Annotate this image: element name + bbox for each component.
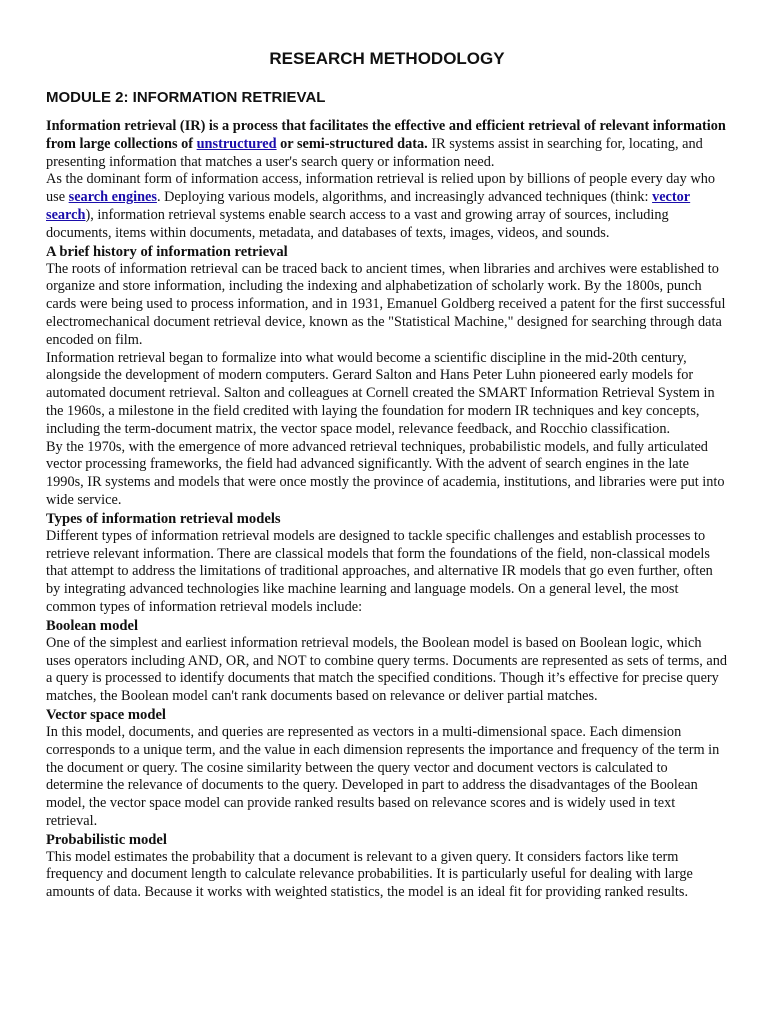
probabilistic-heading: Probabilistic model	[46, 831, 167, 848]
boolean-heading: Boolean model	[46, 617, 139, 634]
access-text-b: . Deploying various models, algorithms, and increasingly advanced techniques (think:	[156, 189, 653, 206]
history-paragraph-1: The roots of information retrieval can be traced back to ancient times, when libraries and archives were established to organize and store information, including the indexing and alphabetization of scholarly work. By the 1800s, punch cards were being used to process information, and in 1931, Emanuel Goldberg received a patent for the first successful electromechanical document retrieval device, known as the "Statistical Machine," designed for searching through data encoded on film.	[46, 260, 726, 348]
document-title: RESEARCH METHODOLOGY	[269, 49, 505, 68]
history-paragraph-3: By the 1970s, with the emergence of more advanced retrieval techniques, probabilistic models, and fully articulated vector processing frameworks, the field had advanced significantly. With the advent of search engines in the late 1990s, IR systems and models that were once mostly the province of academia, institutions, and libraries were put into wide service.	[46, 438, 725, 508]
document-page	[46, 46, 728, 902]
vector-search-link[interactable]: vector search	[46, 189, 691, 223]
module-title: MODULE 2: INFORMATION RETRIEVAL	[46, 89, 326, 106]
unstructured-link[interactable]: unstructured	[196, 135, 277, 152]
types-heading: Types of information retrieval models	[46, 510, 281, 527]
boolean-paragraph: One of the simplest and earliest information retrieval models, the Boolean model is based on Boolean logic, which uses operators including AND, OR, and NOT to combine query terms. Documents are represented as sets of terms, and a query is processed to identify documents that match the specified conditions. Though it’s effective for precise query matches, the Boolean model can't rank documents based on relevance or deliver partial matches.	[46, 634, 728, 705]
access-paragraph	[46, 171, 728, 242]
access-text-a: As the dominant form of information access, information retrieval is relied upon by billions of people every day who use	[46, 171, 716, 206]
history-heading: A brief history of information retrieval	[46, 243, 288, 260]
intro-bold-text: Information retrieval (IR) is a process that facilitates the effective and efficient retrieval of relevant information from large collections of	[46, 118, 726, 152]
document-body	[46, 118, 728, 902]
intro-bold-text-end: or semi-structured data.	[276, 135, 428, 152]
vector-paragraph: In this model, documents, and queries are represented as vectors in a multi-dimensional space. Each dimension corresponds to a unique term, and the value in each dimension represents the importance and frequency of the term in the document or query. The cosine similarity between the query vector and document vectors is calculated to determine the relevance of documents to the query. Developed in part to address the disadvantages of the Boolean model, the vector space model can provide ranked results based on relevance scores and is widely used in text retrieval.	[46, 723, 720, 829]
types-paragraph: Different types of information retrieval models are designed to tackle specific challenges and establish processes to retrieve relevant information. There are classical models that form the foundations of the field, non-classical models that attempt to address the limitations of traditional approaches, and alternative IR models that go even further, often by integrating advanced technologies like machine learning and language models. On a general level, the most common types of information retrieval models include:	[46, 527, 713, 615]
search-engines-link[interactable]: search engines	[68, 189, 157, 206]
vector-heading: Vector space model	[46, 706, 166, 723]
intro-paragraph	[46, 118, 728, 171]
intro-text: IR systems assist in searching for, locating, and presenting information that matches a user's search query or information need.	[46, 135, 703, 170]
probabilistic-paragraph: This model estimates the probability that a document is relevant to a given query. It considers factors like term frequency and document length to calculate relevance probabilities. It is particularly useful for dealing with large amounts of data. Because it works with weighted statistics, the model is an ideal fit for providing ranked results.	[46, 848, 693, 901]
history-paragraph-2: Information retrieval began to formalize into what would become a scientific discipline in the mid-20th century, alongside the development of modern computers. Gerard Salton and Hans Peter Luhn pioneered early models for automated document retrieval. Salton and colleagues at Cornell created the SMART Information Retrieval System in the 1960s, a milestone in the field credited with laying the foundation for modern IR techniques and key concepts, including the term-document matrix, the vector space model, relevance feedback, and Rocchio classification.	[46, 349, 715, 437]
access-text-c: ), information retrieval systems enable search access to a vast and growing array of sources, including documents, items within documents, metadata, and databases of texts, images, videos, and sounds.	[46, 206, 669, 241]
